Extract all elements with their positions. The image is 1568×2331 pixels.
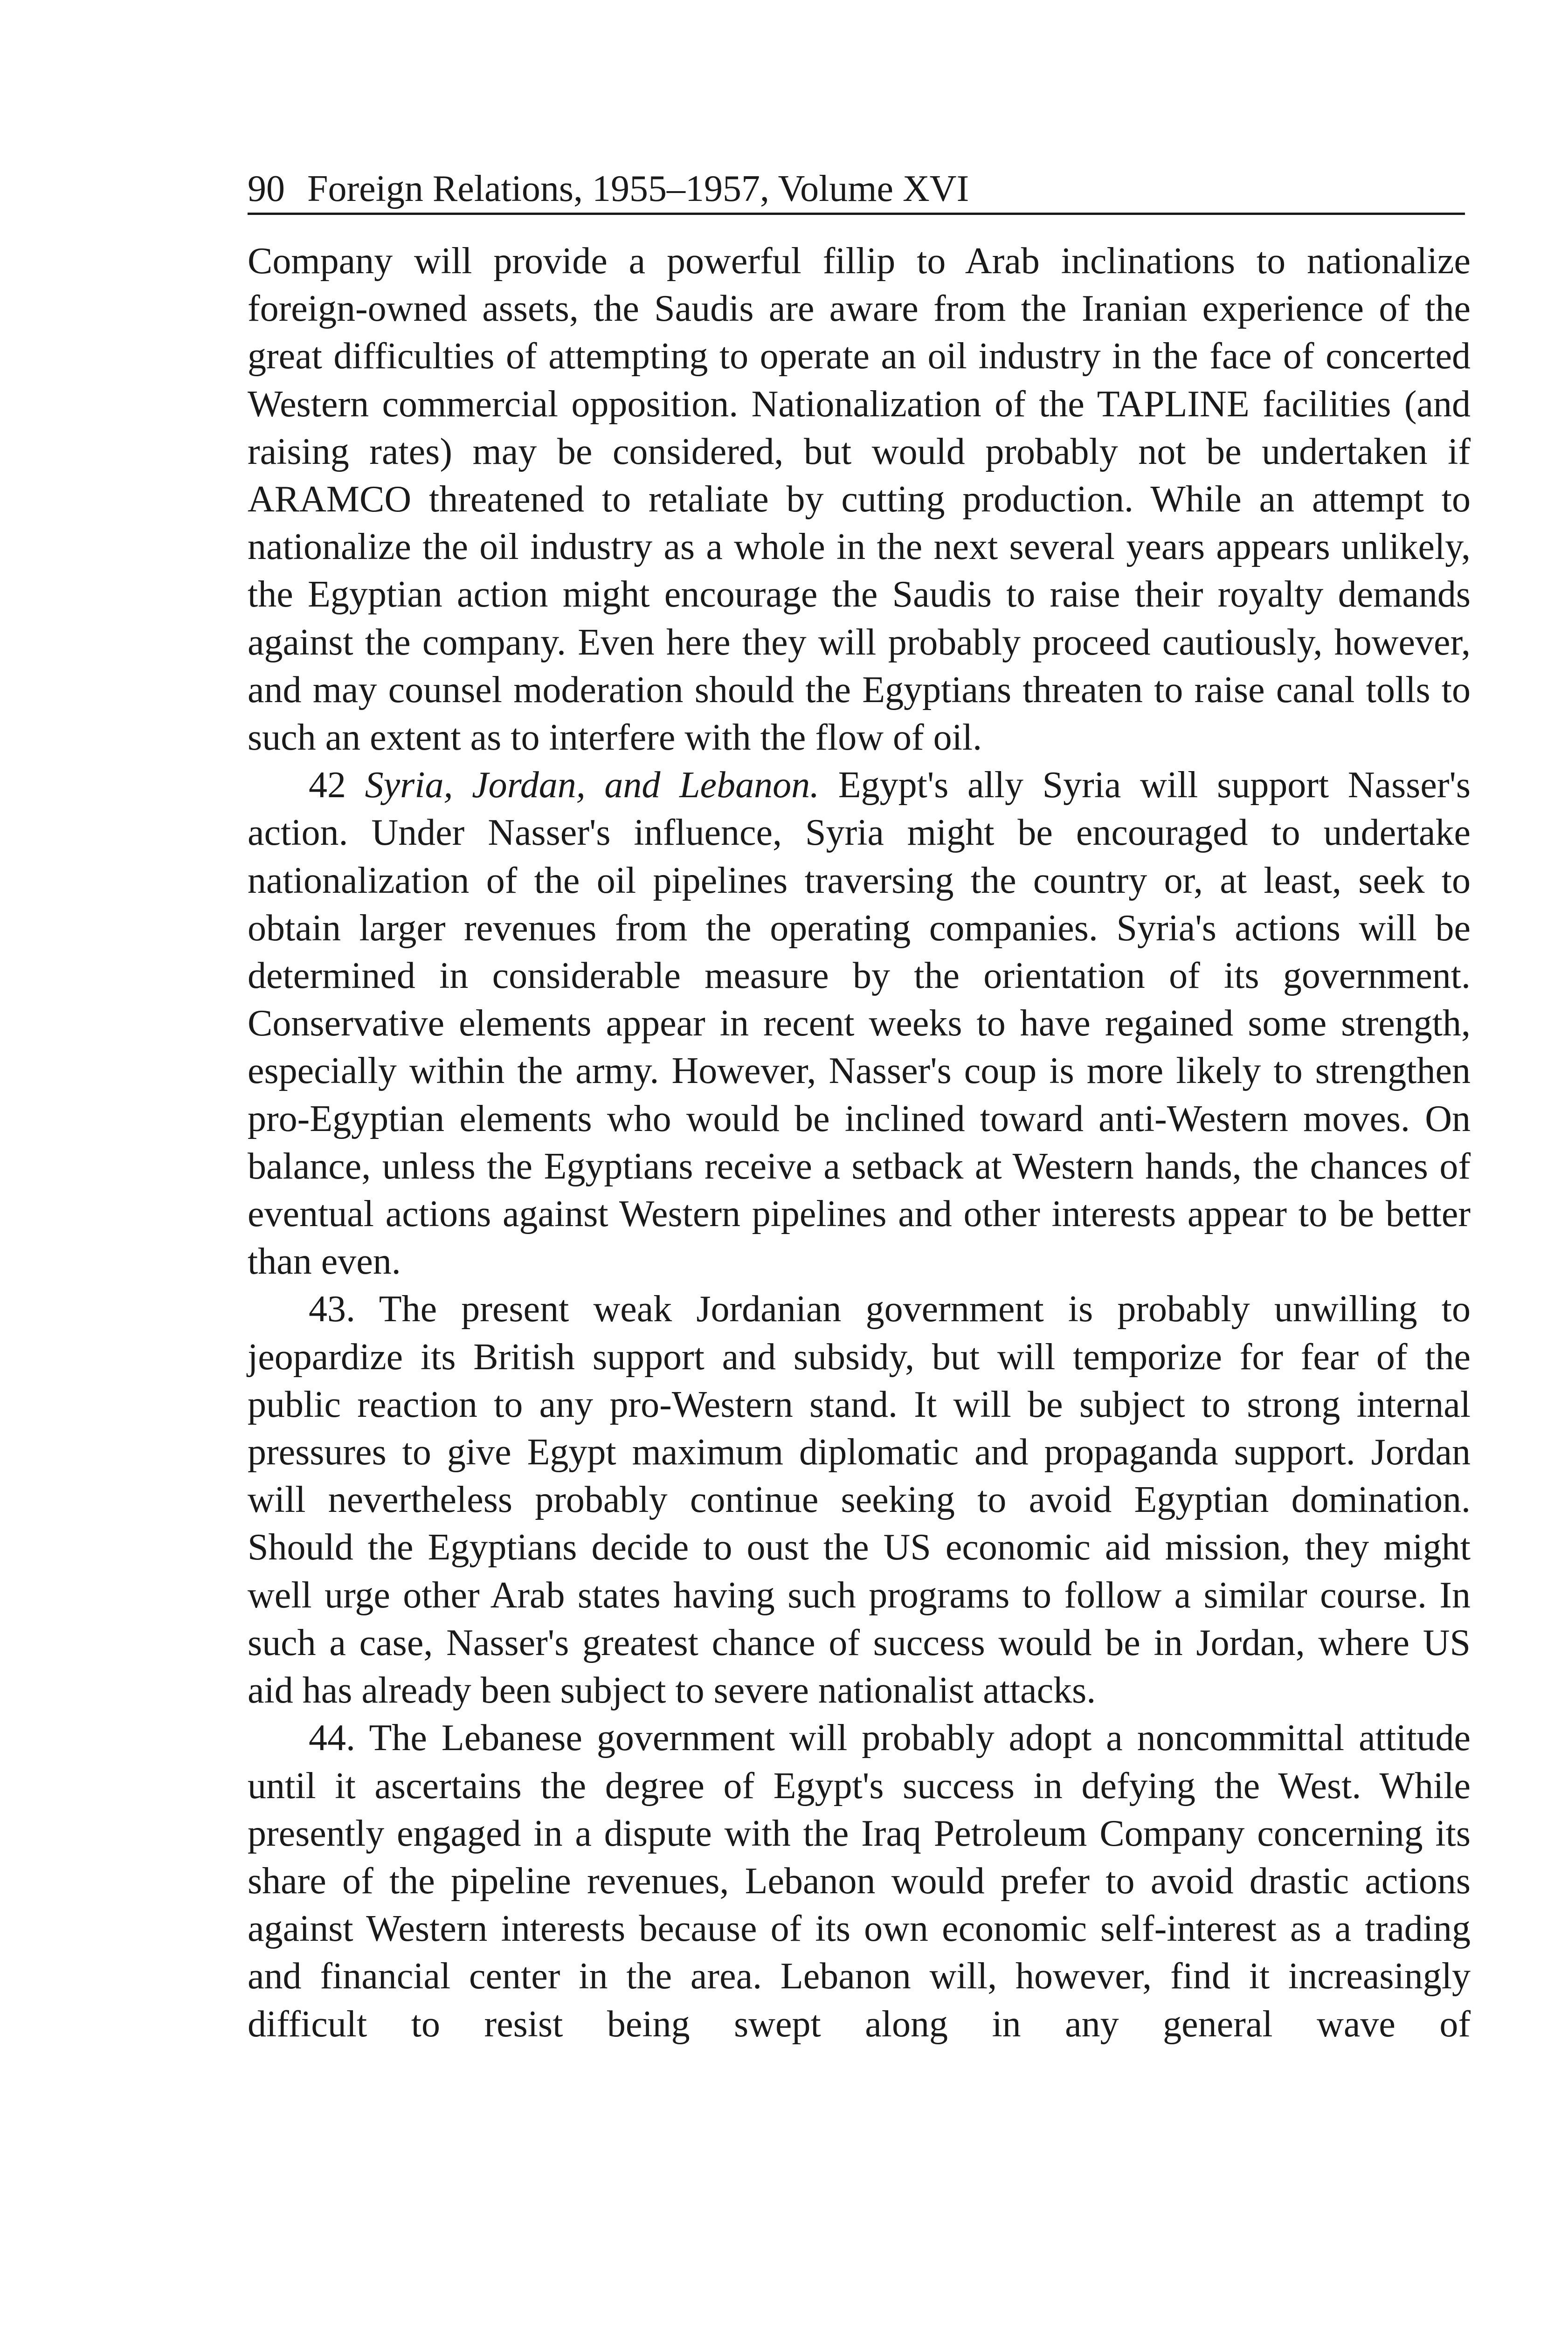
running-head-title: Foreign Relations, 1955–1957, Volume XVI (307, 168, 969, 209)
running-head (248, 168, 1465, 215)
paragraph-43 (248, 1285, 1471, 1714)
paragraph-text: Egypt's ally Syria will support Nasser's action. Under Nasser's influence, Syria might be encouraged to undertake nationalization of the oil pipelines traversing the country or, at least, seek to obtain larger revenues from the operating companies. Syria's actions will be determined in considerable measure by the orientation of its government. Conservative elements appear in recent weeks to have regained some strength, especially within the army. However, Nasser's coup is more likely to strengthen pro-Egyptian elements who would be inclined toward anti-Western moves. On balance, unless the Egyptians receive a setback at Western hands, the chances of eventual actions against Western pipelines and other interests appear to be better than even. (248, 765, 1471, 1283)
document-page (248, 168, 1471, 2048)
paragraph-44 (248, 1714, 1471, 2048)
paragraph-heading: Syria, Jordan, and Lebanon. (365, 765, 820, 806)
paragraph-number: 43. (309, 1289, 355, 1330)
page-number: 90 (248, 168, 285, 209)
paragraph-42 (248, 761, 1471, 1285)
paragraph-text: The Lebanese government will probably adopt a noncommittal attitude until it ascertains the degree of Egypt's success in defying the West. While presently engaged in a dispute with the Iraq Petroleum Company concerning its share of the pipeline revenues, Lebanon would prefer to avoid drastic actions against Western interests because of its own economic self-interest as a trading and financial center in the area. Lebanon will, however, find it increasingly difficult to resist being swept along in any general wave of (248, 1717, 1471, 2045)
paragraph-text: The present weak Jordanian government is probably unwilling to jeopardize its British support and subsidy, but will temporize for fear of the public reaction to any pro-Western stand. It will be subject to strong internal pressures to give Egypt maximum diplomatic and propaganda support. Jordan will nevertheless probably continue seeking to avoid Egyptian domination. Should the Egyptians decide to oust the US economic aid mission, they might well urge other Arab states having such programs to follow a similar course. In such a case, Nasser's greatest chance of success would be in Jordan, where US aid has already been subject to severe nationalist attacks. (248, 1289, 1471, 1711)
paragraph-number: 44. (309, 1717, 355, 1759)
paragraph-text: Company will provide a powerful fillip to Arab inclinations to nationalize foreign-owned assets, the Saudis are aware from the Iranian experience of the great difficulties of attempting to operate an oil industry in the face of concerted Western commercial opposition. Nationalization of the TAPLINE facilities (and raising rates) may be considered, but would probably not be undertaken if ARAMCO threatened to retaliate by cutting production. While an attempt to nationalize the oil industry as a whole in the next several years appears unlikely, the Egyptian action might encourage the Saudis to raise their royalty demands against the company. Even here they will probably proceed cautiously, however, and may counsel moderation should the Egyptians threaten to raise canal tolls to such an extent as to interfere with the flow of oil. (248, 241, 1471, 759)
paragraph-continuation (248, 237, 1471, 761)
paragraph-number: 42 (309, 765, 346, 806)
body-text (248, 237, 1471, 2048)
